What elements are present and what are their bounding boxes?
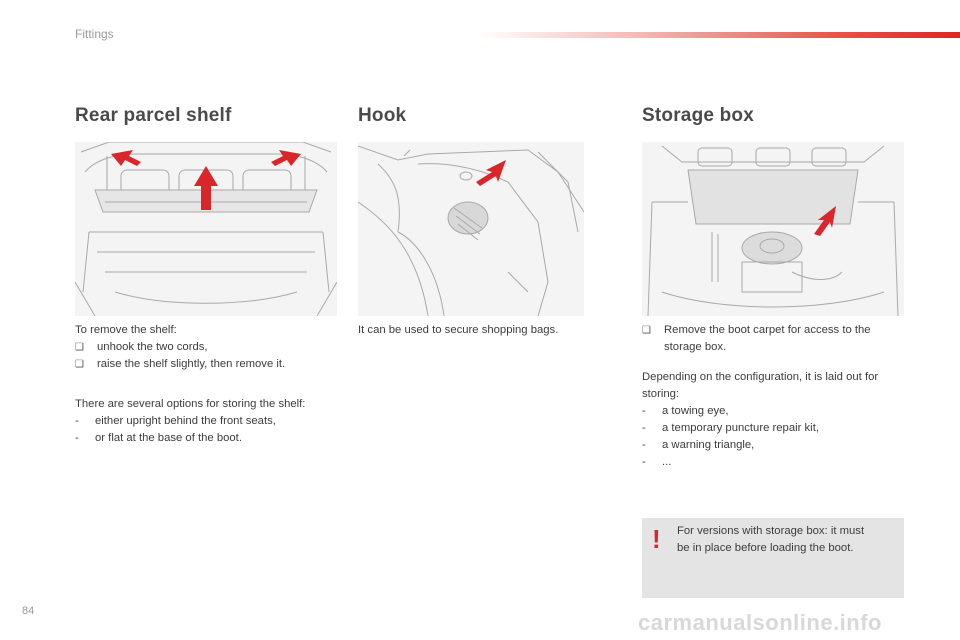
checkbox-bullet-icon: ❑ (75, 359, 84, 370)
dash-bullet: - (75, 415, 79, 427)
section-title-storage-box: Storage box (642, 105, 754, 126)
checkbox-bullet-icon: ❑ (75, 342, 84, 353)
warning-note-box (642, 518, 904, 598)
header-section-label: Fittings (75, 27, 114, 41)
page-number: 84 (22, 605, 35, 617)
rear-parcel-shelf-illustration (75, 142, 337, 316)
storage-step-line-2: storage box. (664, 341, 727, 353)
note-line-2: be in place before loading the boot. (677, 542, 854, 554)
section-title-rear-parcel-shelf: Rear parcel shelf (75, 105, 232, 126)
dash-bullet: - (642, 456, 646, 468)
config-line-1: Depending on the configuration, it is laid out for (642, 371, 879, 383)
section-title-hook: Hook (358, 105, 407, 126)
shelf-storage-options (75, 396, 305, 447)
hook-illustration (358, 142, 584, 316)
storage-item-1: a towing eye, (662, 405, 729, 417)
storage-option-1: either upright behind the front seats, (95, 415, 276, 427)
storage-step-line-1: Remove the boot carpet for access to the (664, 324, 871, 336)
warning-exclamation-icon: ! (652, 524, 661, 554)
storage-item-4: ... (662, 456, 672, 468)
note-line-1: For versions with storage box: it must (677, 525, 865, 537)
dash-bullet: - (642, 422, 646, 434)
remove-step-2: raise the shelf slightly, then remove it. (97, 358, 286, 370)
remove-shelf-instructions (75, 322, 285, 373)
dash-bullet: - (642, 405, 646, 417)
storage-option-2: or flat at the base of the boot. (95, 432, 242, 444)
hook-text: It can be used to secure shopping bags. (358, 324, 559, 336)
site-watermark: carmanualsonline.info (638, 610, 882, 635)
remove-shelf-intro: To remove the shelf: (75, 324, 177, 336)
hook-description (358, 322, 558, 339)
warning-note-text (677, 523, 864, 557)
dash-bullet: - (642, 439, 646, 451)
header-gradient-bar (478, 32, 960, 38)
storage-box-step (642, 322, 871, 356)
storage-box-contents (642, 369, 878, 471)
storage-item-3: a warning triangle, (662, 439, 755, 451)
checkbox-bullet-icon: ❑ (642, 325, 651, 336)
storage-options-intro: There are several options for storing the shelf: (75, 398, 306, 410)
dash-bullet: - (75, 432, 79, 444)
config-line-2: storing: (642, 388, 680, 400)
storage-item-2: a temporary puncture repair kit, (662, 422, 819, 434)
remove-step-1: unhook the two cords, (97, 341, 208, 353)
storage-box-illustration (642, 142, 904, 316)
